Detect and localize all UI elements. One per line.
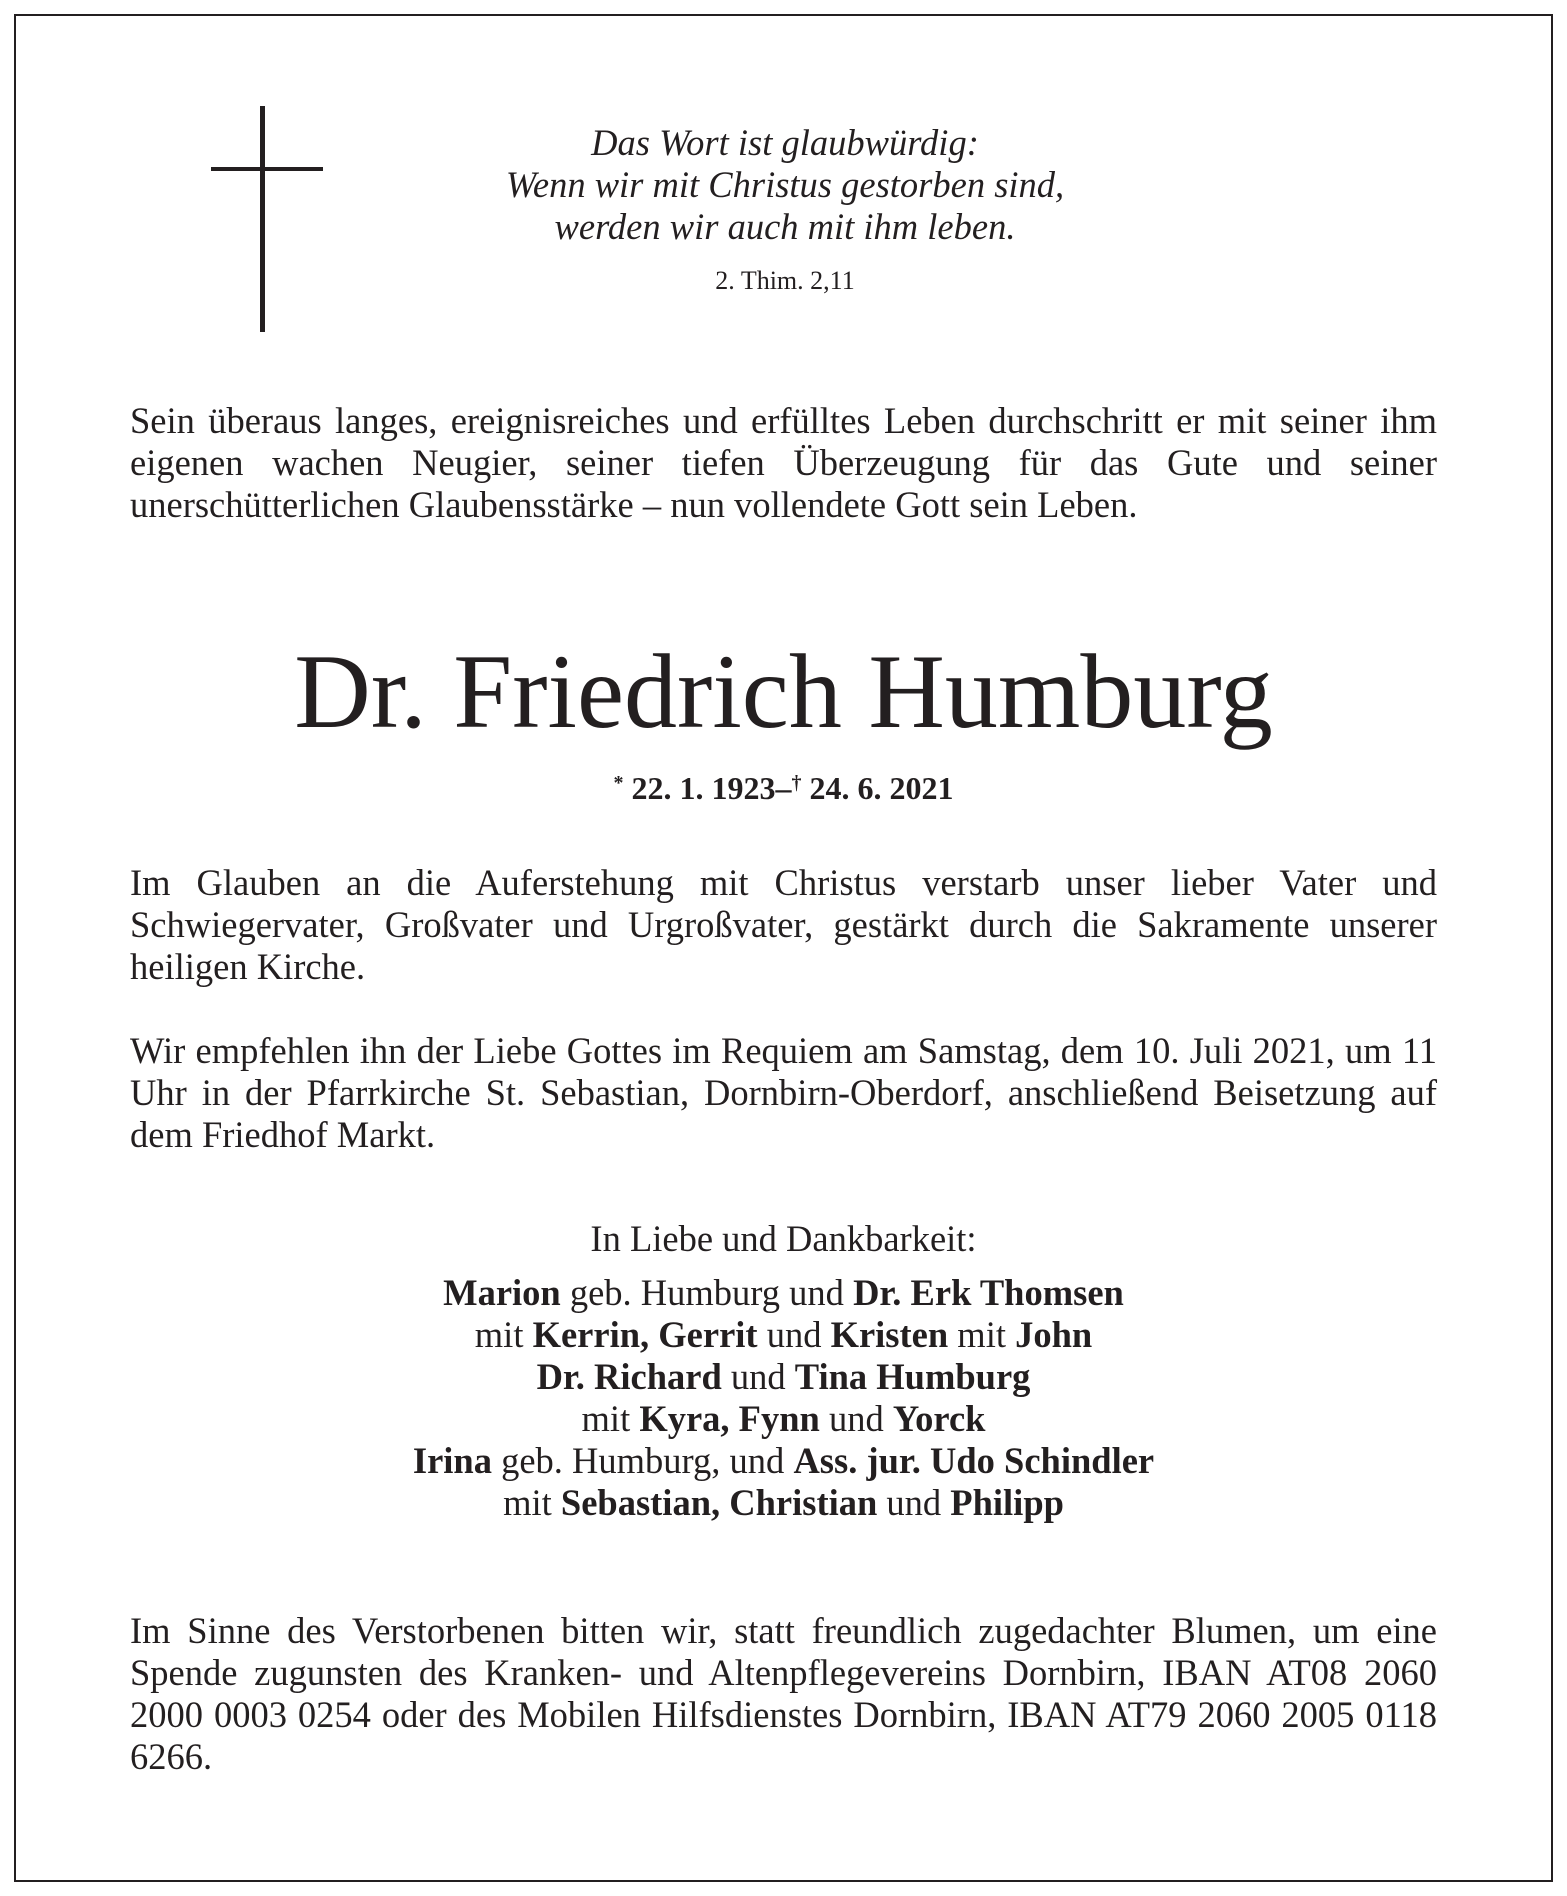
- family-connector: und: [721, 1356, 795, 1397]
- family-list: [0, 1272, 1567, 1524]
- family-member-name: Sebastian, Christian: [560, 1482, 878, 1523]
- verse-reference: 2. Thim. 2,11: [715, 266, 855, 295]
- family-member-name: Tina Humburg: [794, 1356, 1031, 1397]
- family-member-name: Dr. Richard: [536, 1356, 722, 1397]
- family-member-name: Marion: [443, 1272, 561, 1313]
- family-member-name: Ass. jur. Udo Schindler: [793, 1440, 1155, 1481]
- verse-line: werden wir auch mit ihm leben.: [554, 206, 1016, 247]
- family-connector: und: [819, 1398, 893, 1439]
- family-line: [0, 1398, 1567, 1440]
- date-dash: –: [775, 770, 792, 806]
- family-member-name: Kerrin, Gerrit: [532, 1314, 758, 1355]
- family-line: [0, 1314, 1567, 1356]
- death-paragraph: Im Glauben an die Auferstehung mit Christus verstarb unser lieber Vater und Schwiegervater, Großvater und Urgroßvater, gestärkt durch die Sakramente unserer heiligen Kirche.: [130, 862, 1437, 987]
- family-member-name: Yorck: [892, 1398, 986, 1439]
- birth-symbol: *: [613, 772, 624, 794]
- family-connector: geb. Humburg und: [560, 1272, 854, 1313]
- family-member-name: Irina: [412, 1440, 492, 1481]
- family-member-name: John: [1015, 1314, 1093, 1355]
- family-line: [0, 1356, 1567, 1398]
- signoff: In Liebe und Dankbarkeit:: [590, 1218, 977, 1259]
- life-dates: [0, 762, 1567, 809]
- family-connector: mit: [503, 1482, 561, 1523]
- family-member-name: Kyra, Fynn: [639, 1398, 820, 1439]
- family-connector: mit: [474, 1314, 533, 1355]
- family-connector: und: [877, 1482, 951, 1523]
- family-connector: mit: [948, 1314, 1016, 1355]
- family-member-name: Kristen: [830, 1314, 949, 1355]
- intro-paragraph: Sein überaus langes, ereignisreiches und erfülltes Leben durchschritt er mit seiner ihm eigenen wachen Neugier, seiner tiefen Überzeugung für das Gute und seiner unerschütterlichen Glaubensstärke – nun vollendete Gott sein Leben.: [130, 400, 1437, 525]
- death-date: 24. 6. 2021: [809, 770, 954, 806]
- family-connector: geb. Humburg, und: [491, 1440, 794, 1481]
- verse-line: Wenn wir mit Christus gestorben sind,: [505, 164, 1065, 205]
- deceased-name: Dr. Friedrich Humburg: [294, 633, 1273, 750]
- family-member-name: Philipp: [950, 1482, 1064, 1523]
- family-connector: mit: [581, 1398, 640, 1439]
- family-line: [0, 1482, 1567, 1524]
- verse-line: Das Wort ist glaubwürdig:: [591, 122, 979, 163]
- service-paragraph: Wir empfehlen ihn der Liebe Gottes im Requiem am Samstag, dem 10. Juli 2021, um 11 Uhr in der Pfarrkirche St. Sebastian, Dornbirn-Oberdorf, anschließend Beisetzung auf dem Friedhof Markt.: [130, 1030, 1437, 1155]
- bible-verse: [400, 122, 1170, 248]
- birth-date: 22. 1. 1923: [631, 770, 776, 806]
- donation-paragraph: Im Sinne des Verstorbenen bitten wir, statt freundlich zugedachter Blumen, um eine Spende zugunsten des Kranken- und Altenpflegevereins Dornbirn, IBAN AT08 2060 2000 0003 0254 oder des Mobilen Hilfsdienstes Dornbirn, IBAN AT79 2060 2005 0118 6266.: [130, 1610, 1437, 1777]
- family-line: [0, 1272, 1567, 1314]
- family-line: [0, 1440, 1567, 1482]
- family-member-name: Dr. Erk Thomsen: [853, 1272, 1124, 1313]
- death-symbol: †: [791, 772, 802, 794]
- family-connector: und: [757, 1314, 831, 1355]
